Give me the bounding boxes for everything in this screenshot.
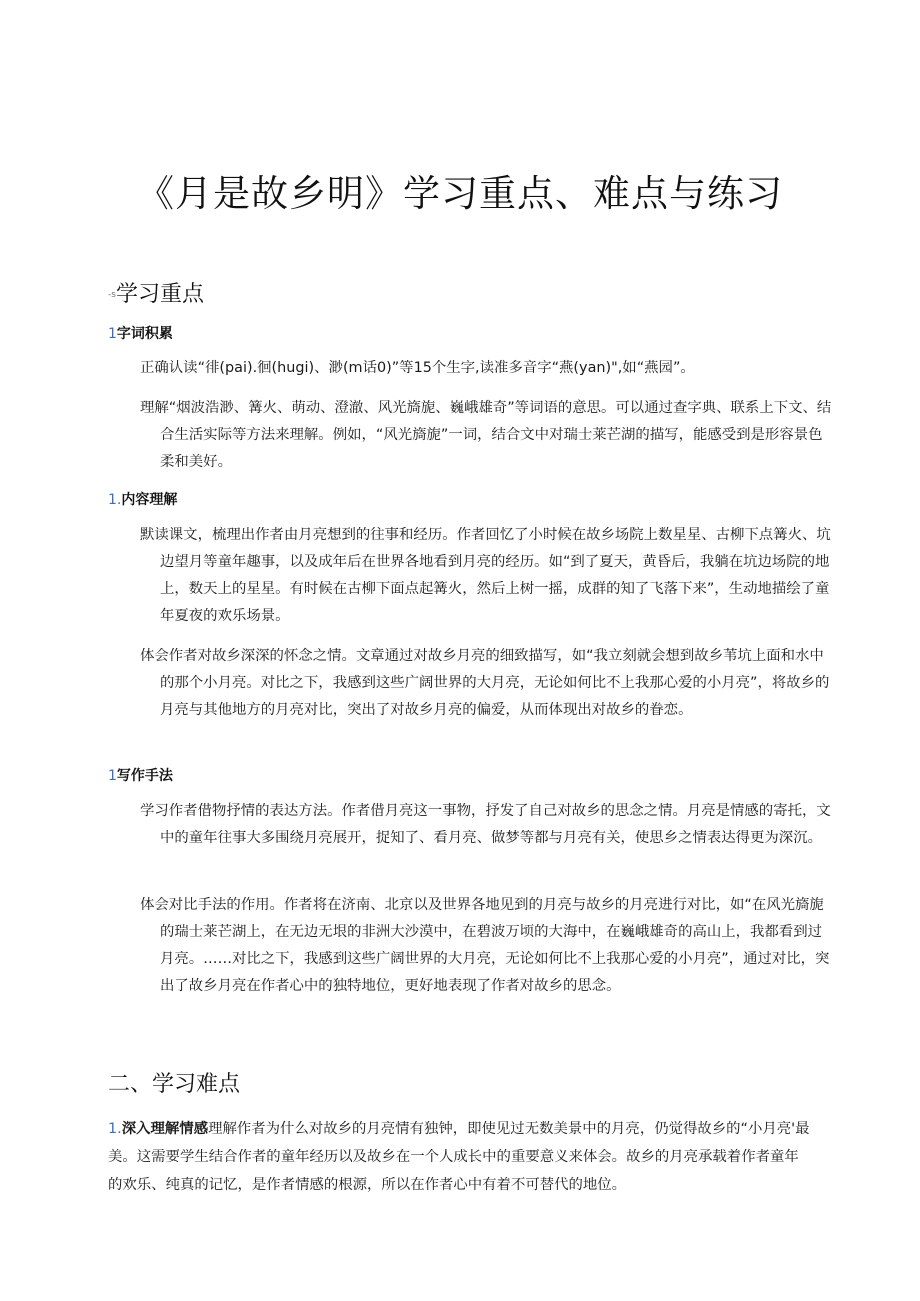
difficulty-item	[108, 1115, 812, 1199]
paragraph: 体会作者对故乡深深的怀念之情。文章通过对故乡月亮的细致描写，如“我立刻就会想到故乡苇坑上面和水中的那个小月亮。对比之下，我感到这些广阔世界的大月亮，无论如何比不上我那心爱的小月亮”，将故乡的月亮与其他地方的月亮对比，突出了对故乡月亮的偏爱，从而体现出对故乡的眷恋。	[140, 648, 830, 718]
section-heading-difficulties: 二、学习难点	[108, 1072, 241, 1097]
paragraph: 理解“烟波浩渺、篝火、萌动、澄澈、风光旖旎、巍峨雄奇”等词语的意思。可以通过查字典、联系上下文、结合生活实际等方法来理解。例如，“风光旖旎”一词，结合文中对瑞士莱芒湖的描写，能感受到是形容景色柔和美好。	[140, 400, 832, 470]
paragraph: 正确认读“徘(pai).徊(hugi)、渺(m话0)”等15个生字,读准多音字“燕(yan)",如“燕园”。	[140, 360, 695, 376]
item-text: 理解作者为什么对故乡的月亮情有独钟，即使见过无数美景中的月亮，仍觉得故乡的“小月亮'最美。这需要学生结合作者的童年经历以及故乡在一个人成长中的重要意义来体会。故乡的月亮承载着作者童年的欢乐、纯真的记忆，是作者情感的根源，所以在作者心中有着不可替代的地位。	[108, 1121, 810, 1193]
paragraph: 学习作者借物抒情的表达方法。作者借月亮这一事物，抒发了自己对故乡的思念之情。月亮是情感的寄托，文中的童年往事大多围绕月亮展开，捉知了、看月亮、做梦等都与月亮有关，使思乡之情表达得更为深沉。	[140, 803, 831, 846]
subheading-title: 内容理解	[121, 492, 178, 508]
section-heading-key-points	[108, 277, 204, 308]
subheading-content	[108, 489, 177, 509]
subheading-number: 1.	[108, 492, 122, 508]
item-lead: 深入理解情感	[121, 1121, 209, 1137]
paragraph: 体会对比手法的作用。作者将在济南、北京以及世界各地见到的月亮与故乡的月亮进行对比，如“在风光旖旎的瑞士莱芒湖上，在无边无垠的非洲大沙漠中，在碧波万顷的大海中，在巍峨雄奇的高山上，我都看到过月亮。……对比之下，我感到这些广阔世界的大月亮，无论如何比不上我那心爱的小月亮”，通过对比，突出了故乡月亮在作者心中的独特地位，更好地表现了作者对故乡的思念。	[140, 897, 830, 994]
paragraph: 默读课文，梳理出作者由月亮想到的往事和经历。作者回忆了小时候在故乡场院上数星星、古柳下点篝火、坑边望月等童年趣事，以及成年后在世界各地看到月亮的经历。如“到了夏天，黄昏后，我躺在坑边场院的地上，数天上的星星。有时候在古柳下面点起篝火，然后上树一摇，成群的知了飞落下来”，生动地描绘了童年夏夜的欢乐场景。	[140, 527, 831, 624]
item-number: 1.	[108, 1121, 122, 1137]
subheading-writing	[108, 765, 173, 785]
subheading-number: 1	[108, 768, 117, 784]
subheading-title: 字词积累	[116, 326, 173, 342]
section-title: 学习重点	[115, 282, 204, 307]
subheading-title: 写作手法	[116, 768, 173, 784]
document-title: 《月是故乡明》学习重点、难点与练习	[137, 172, 783, 215]
section-prefix: -s	[108, 290, 116, 300]
subheading-number: 1	[108, 326, 117, 342]
subheading-vocabulary	[108, 323, 173, 343]
